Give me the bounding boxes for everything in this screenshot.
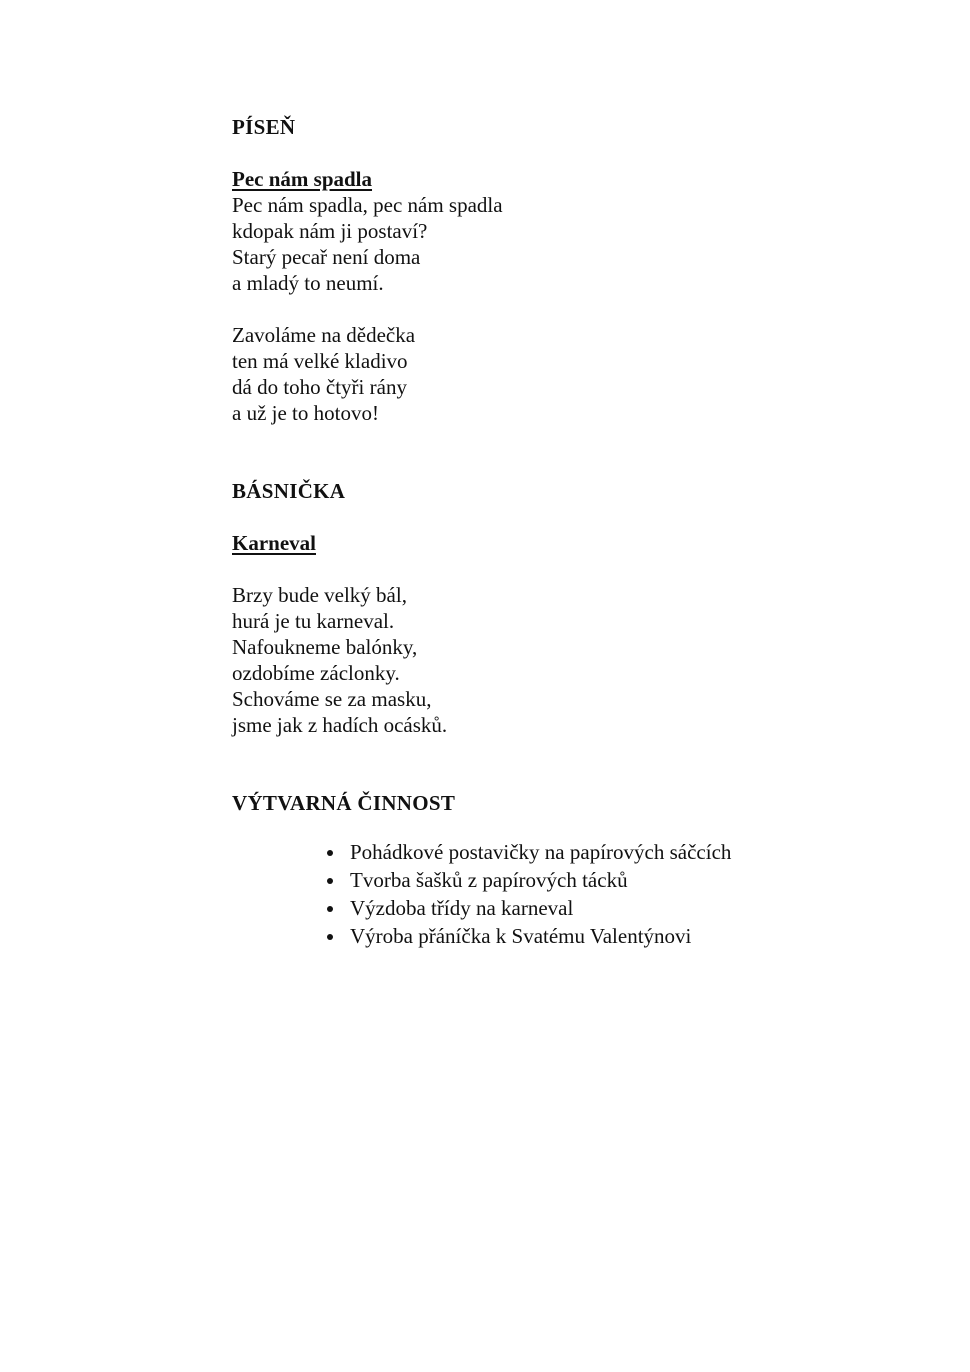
poem-line: Nafoukneme balónky, [232, 635, 418, 659]
song-stanza-2 [232, 322, 910, 426]
list-item-text: Pohádkové postavičky na papírových sáčcích [350, 840, 732, 864]
list-item-text: Tvorba šašků z papírových tácků [350, 868, 628, 892]
list-item [346, 838, 910, 866]
poem-stanza [232, 582, 910, 738]
lyric-line: ten má velké kladivo [232, 349, 408, 373]
poem-line: ozdobíme záclonky. [232, 661, 400, 685]
poem-title: Karneval [232, 531, 316, 555]
song-section [232, 114, 910, 426]
poem-line: Schováme se za masku, [232, 687, 432, 711]
art-section-heading: VÝTVARNÁ ČINNOST [232, 791, 456, 815]
lyric-line: a mladý to neumí. [232, 271, 384, 295]
lyric-line: Starý pecař není doma [232, 245, 421, 269]
list-item-text: Výzdoba třídy na karneval [350, 896, 574, 920]
poem-section-heading: BÁSNIČKA [232, 479, 346, 503]
lyric-line: Pec nám spadla, pec nám spadla [232, 193, 503, 217]
art-activities-list [232, 838, 910, 950]
list-item [346, 894, 910, 922]
song-stanza-1 [232, 192, 910, 296]
poem-line: hurá je tu karneval. [232, 609, 395, 633]
song-title: Pec nám spadla [232, 167, 373, 191]
lyric-line: Zavoláme na dědečka [232, 323, 416, 347]
list-item [346, 866, 910, 894]
poem-line: jsme jak z hadích ocásků. [232, 713, 448, 737]
list-item-text: Výroba přáníčka k Svatému Valentýnovi [350, 924, 692, 948]
poem-line: Brzy bude velký bál, [232, 583, 407, 607]
song-section-heading: PÍSEŇ [232, 115, 296, 139]
lyric-line: dá do toho čtyři rány [232, 375, 407, 399]
list-item [346, 922, 910, 950]
art-section [232, 790, 910, 950]
lyric-line: kdopak nám ji postaví? [232, 219, 428, 243]
poem-section [232, 478, 910, 738]
lyric-line: a už je to hotovo! [232, 401, 379, 425]
